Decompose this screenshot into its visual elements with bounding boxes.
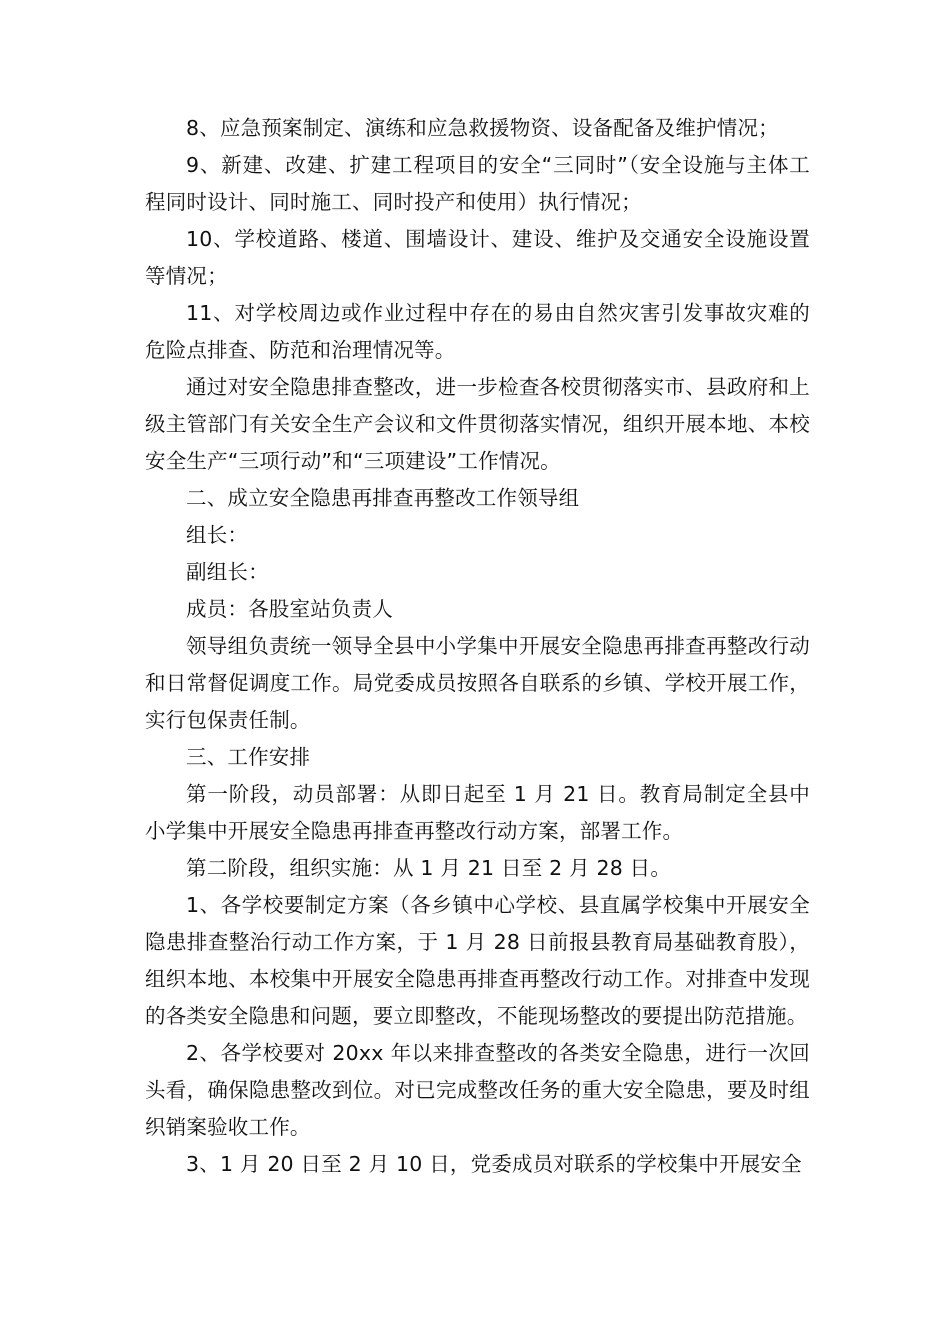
members-line: 成员：各股室站负责人: [186, 597, 393, 621]
paragraph-item-10: 10、学校道路、楼道、围墙设计、建设、维护及交通安全设施设置等情况；: [145, 227, 810, 288]
paragraph-leadership-duty: 领导组负责统一领导全县中小学集中开展安全隐患再排查再整改行动和日常督促调度工作。局党委成员按照各自联系的乡镇、学校开展工作，实行包保责任制。: [145, 634, 810, 732]
leader-line: 组长：: [186, 523, 249, 547]
paragraph-stage-two: 第二阶段，组织实施：从 1 月 21 日至 2 月 28 日。: [186, 856, 672, 880]
paragraph-task-3: 3、1 月 20 日至 2 月 10 日，党委成员对联系的学校集中开展安全: [186, 1152, 802, 1176]
paragraph-item-8: 8、应急预案制定、演练和应急救援物资、设备配备及维护情况；: [186, 116, 779, 140]
section-heading-leadership: 二、成立安全隐患再排查再整改工作领导组: [186, 486, 580, 510]
paragraph-stage-one: 第一阶段，动员部署：从即日起至 1 月 21 日。教育局制定全县中小学集中开展安全隐患再排查再整改行动方案，部署工作。: [145, 782, 810, 843]
section-heading-arrangement: 三、工作安排: [186, 745, 311, 769]
paragraph-item-9: 9、新建、改建、扩建工程项目的安全“三同时”（安全设施与主体工程同时设计、同时施工、同时投产和使用）执行情况；: [145, 153, 810, 214]
deputy-leader-line: 副组长：: [186, 560, 269, 584]
document-body: [145, 110, 810, 1183]
paragraph-task-2: 2、各学校要对 20xx 年以来排查整改的各类安全隐患，进行一次回头看，确保隐患整改到位。对已完成整改任务的重大安全隐患，要及时组织销案验收工作。: [145, 1041, 810, 1139]
paragraph-summary: 通过对安全隐患排查整改，进一步检查各校贯彻落实市、县政府和上级主管部门有关安全生产会议和文件贯彻落实情况，组织开展本地、本校安全生产“三项行动”和“三项建设”工作情况。: [145, 375, 810, 473]
paragraph-item-11: 11、对学校周边或作业过程中存在的易由自然灾害引发事故灾难的危险点排查、防范和治理情况等。: [145, 301, 810, 362]
paragraph-task-1: 1、各学校要制定方案（各乡镇中心学校、县直属学校集中开展安全隐患排查整治行动工作方案，于 1 月 28 日前报县教育局基础教育股），组织本地、本校集中开展安全隐患再排查再整改行动工作。对排查中发现的各类安全隐患和问题，要立即整改，不能现场整改的要提出防范措施。: [145, 893, 810, 1028]
